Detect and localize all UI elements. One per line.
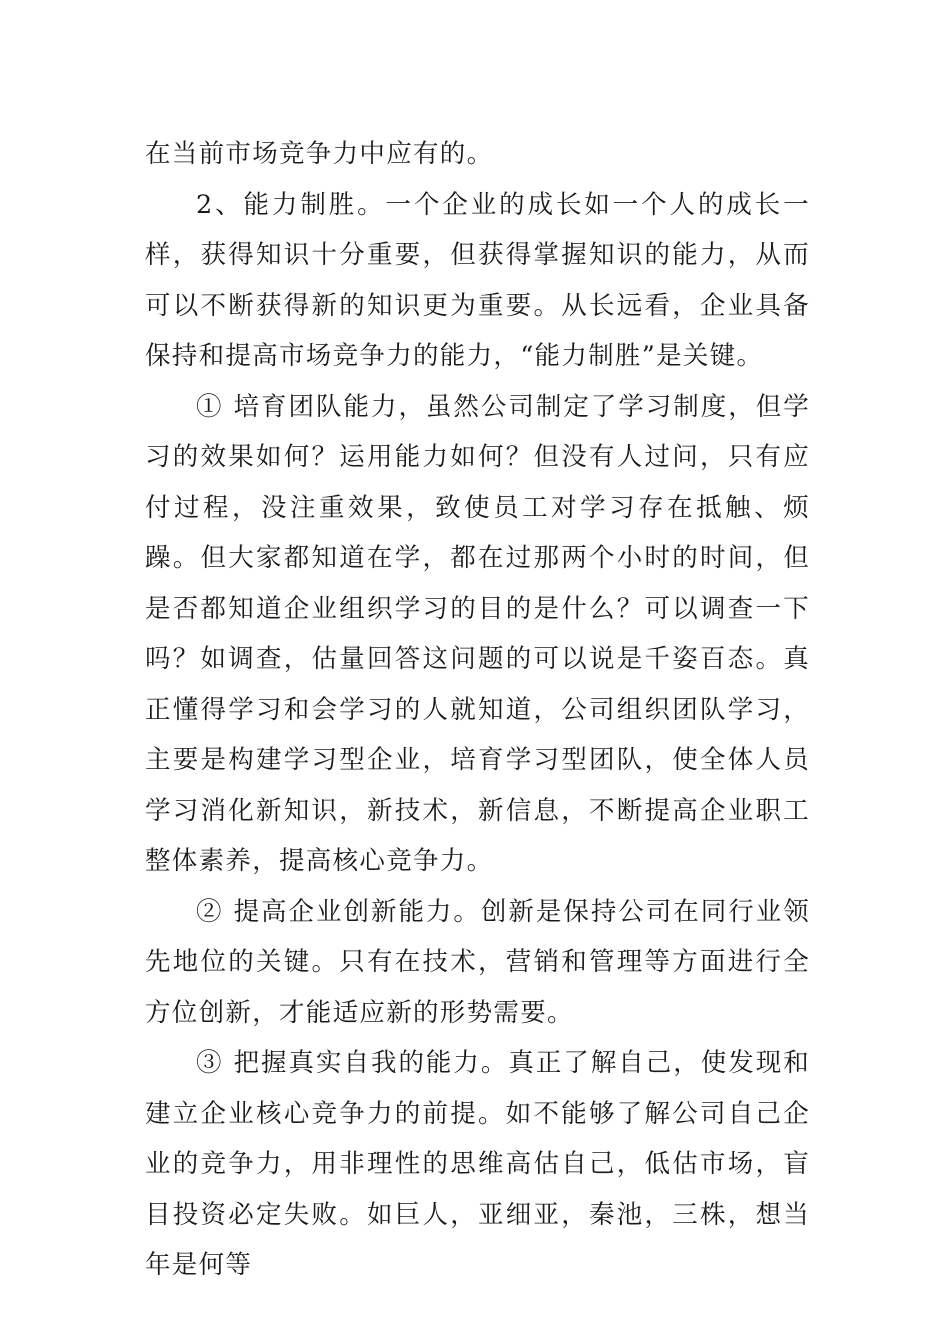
paragraph-ability-wins: 2、能力制胜。一个企业的成长如一个人的成长一样，获得知识十分重要，但获得掌握知识的能力，从而可以不断获得新的知识更为重要。从长远看，企业具备保持和提高市场竞争力的能力，“能力制胜”是关键。 xyxy=(145,189,810,371)
paragraph-self-awareness: ③ 把握真实自我的能力。真正了解自己，使发现和建立企业核心竞争力的前提。如不能够了解公司自己企业的竞争力，用非理性的思维高估自己，低估市场，盲目投资必定失败。如巨人，亚细亚，秦池，三株，想当年是何等 xyxy=(145,1048,810,1280)
paragraph-innovation: ② 提高企业创新能力。创新是保持公司在同行业领先地位的关键。只有在技术，营销和管理等方面进行全方位创新，才能适应新的形势需要。 xyxy=(145,896,810,1028)
document-body xyxy=(145,129,810,1291)
paragraph-team-ability: ① 培育团队能力，虽然公司制定了学习制度，但学习的效果如何？运用能力如何？但没有人过问，只有应付过程，没注重效果，致使员工对学习存在抵触、烦躁。但大家都知道在学，都在过那两个小时的时间，但是否都知道企业组织学习的目的是什么？可以调查一下吗？如调查，估量回答这问题的可以说是千姿百态。真正懂得学习和会学习的人就知道，公司组织团队学习，主要是构建学习型企业，培育学习型团队，使全体人员学习消化新知识，新技术，新信息，不断提高企业职工整体素养，提高核心竞争力。 xyxy=(145,391,810,876)
paragraph-continuation: 在当前市场竞争力中应有的。 xyxy=(145,139,494,169)
